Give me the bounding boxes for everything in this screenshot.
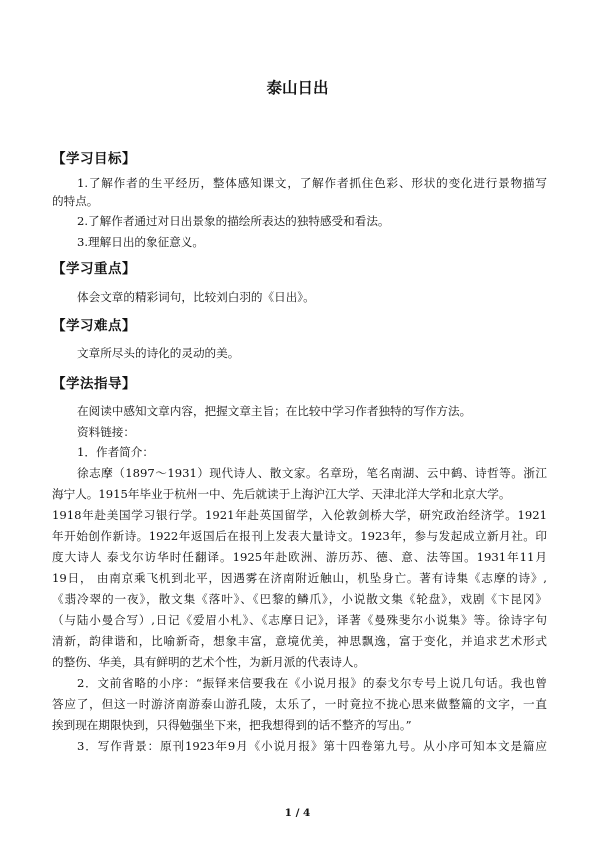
- method-line: 1918年赴美国学习银行学。1921年赴英国留学，入伦敦剑桥大学，研究政治经济学。1921: [52, 508, 547, 522]
- method-line: （与陆小曼合写）,日记《爱眉小札》、《志摩日记》，译著《曼殊斐尔小说集》等。徐诗字句: [52, 613, 547, 627]
- method-line: 挨到现在期限快到，只得勉强坐下来，把我想得到的话不整齐的写出。”: [52, 718, 412, 732]
- section-heading-difficulties: 【学习难点】: [52, 318, 136, 334]
- method-line: 年开始创作新诗。1922年返国后在报刊上发表大量诗文。1923年，参与发起成立新月社。印: [52, 529, 547, 543]
- key-point-line: 体会文章的精彩词句，比较刘白羽的《日出》。: [77, 290, 315, 304]
- method-line: 度大诗人 泰戈尔访华时任翻译。1925年赴欧洲、游历苏、德、意、法等国。1931年11月: [52, 550, 547, 564]
- page-number: 1 / 4: [284, 807, 311, 819]
- method-line: 徐志摩（1897～1931）现代诗人、散文家。名章玢，笔名南湖、云中鹤、诗哲等。浙江: [77, 466, 547, 480]
- section-heading-objectives: 【学习目标】: [52, 151, 136, 167]
- method-line: 的整伤、华美，具有鲜明的艺术个性，为新月派的代表诗人。: [52, 655, 366, 669]
- section-heading-method: 【学法指导】: [52, 376, 136, 392]
- section-heading-key-points: 【学习重点】: [52, 261, 136, 277]
- method-line: 2．文前省略的小序：“振铎来信要我在《小说月报》的泰戈尔专号上说几句话。我也曾: [77, 676, 547, 690]
- method-line: 清新，韵律谐和，比喻新奇，想象丰富，意境优美，神思飘逸，富于变化，并追求艺术形式: [52, 634, 547, 648]
- objective-line: 3.理解日出的象征意义。: [77, 235, 204, 249]
- difficulty-line: 文章所尽头的诗化的灵动的美。: [77, 346, 240, 360]
- objective-line: 1.了解作者的生平经历，整体感知课文，了解作者抓住色彩、形状的变化进行景物描写: [77, 176, 547, 190]
- method-line: 3．写作背景：原刊1923年9月《小说月报》第十四卷第九号。从小序可知本文是篇应: [77, 739, 547, 753]
- method-line: 19日， 由南京乘飞机到北平，因遇雾在济南附近触山，机坠身亡。著有诗集《志摩的诗》,: [52, 571, 547, 585]
- method-line: 答应了，但这一时游济南游泰山游孔陵，太乐了，一时竟拉不拢心思来做整篇的文字，一直: [52, 697, 547, 711]
- method-line: 《翡冷翠的一夜》，散文集《落叶》、《巴黎的鳞爪》，小说散文集《轮盘》，戏剧《卞昆冈》: [52, 592, 547, 606]
- method-line: 资料链接：: [77, 425, 135, 439]
- objective-line: 的特点。: [52, 194, 99, 208]
- method-line: 海宁人。1915年毕业于杭州一中、先后就读于上海沪江大学、天津北洋大学和北京大学。: [52, 487, 511, 501]
- method-line: 在阅读中感知文章内容，把握文章主旨；在比较中学习作者独特的写作方法。: [77, 404, 472, 418]
- objective-line: 2.了解作者通过对日出景象的描绘所表达的独特感受和看法。: [77, 214, 390, 228]
- page-title: 泰山日出: [266, 79, 329, 97]
- method-line: 1．作者简介：: [77, 445, 154, 459]
